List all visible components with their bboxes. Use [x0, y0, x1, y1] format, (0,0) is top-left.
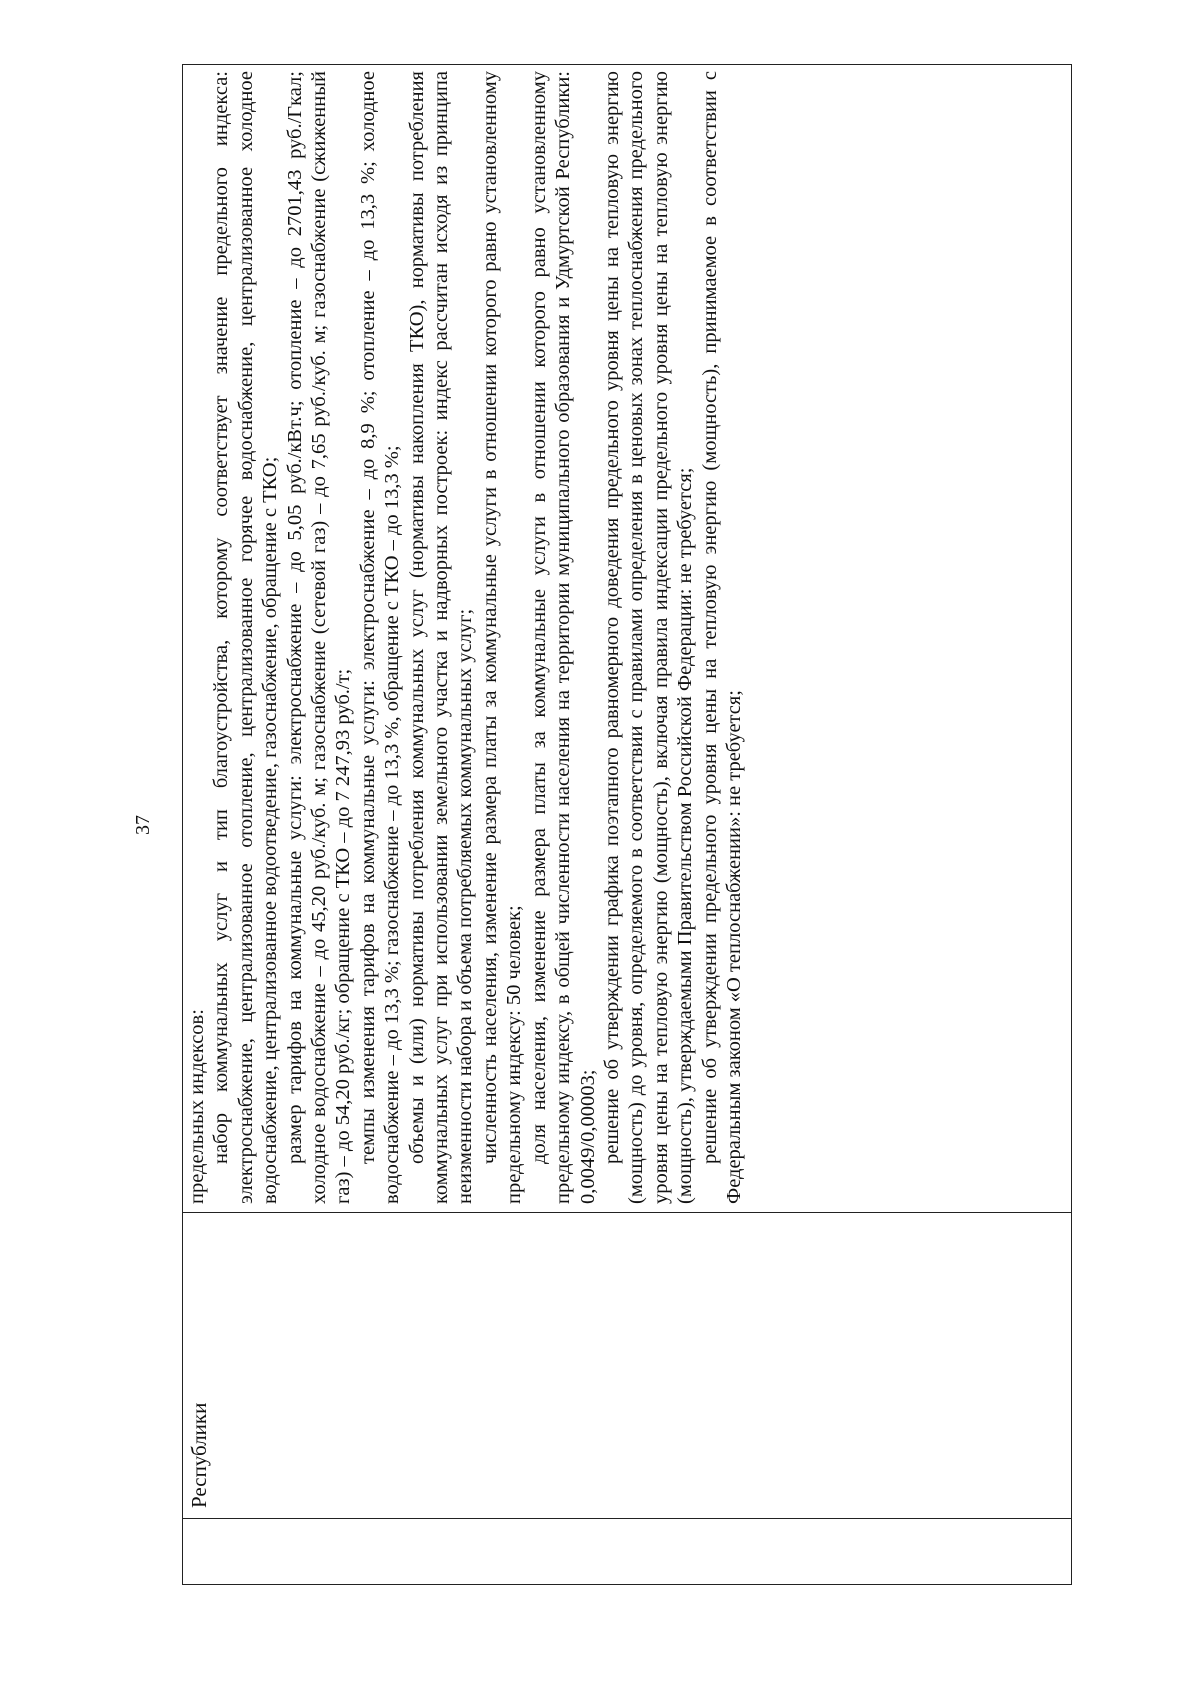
- paragraph: объемы и (или) нормативы потребления коммунальных услуг (нормативы накопления ТКО), нормативы потребления коммунальных услуг при использовании земельного участка и надворных построек: индекс рассчитан исходя из принципа неизменности набора и объема потребляемых коммунальных услуг;: [405, 71, 477, 1204]
- content-text: [183, 65, 746, 1212]
- paragraph: доля населения, изменение размера платы за коммунальные услуги в отношении которого равно установленному предельному индексу, в общей численности населения на территории муниципального образования и Удмуртской Республики: 0,0049/0,00003;: [527, 71, 599, 1204]
- paragraph: численность населения, изменение размера платы за коммунальные услуги в отношении которого равно установленному предельному индексу: 50 человек;: [478, 71, 526, 1204]
- table-cell-number: [183, 1519, 1072, 1585]
- document-table: [182, 64, 1072, 1585]
- table-row: [183, 65, 1072, 1585]
- paragraph: размер тарифов на коммунальные услуги: электроснабжение – до 5,05 руб./кВт.ч; отопление – до 2701,43 руб./Гкал; холодное водоснабжение – до 45,20 руб./куб. м; газоснабжение (сетевой газ) – до 7,65 руб./куб. м; газоснабжение (сжиженный газ) – до 54,20 руб./кг; обращение с ТКО – до 7 247,93 руб./т;: [283, 71, 355, 1204]
- paragraph: темпы изменения тарифов на коммунальные услуги: электроснабжение – до 8,9 %; отопление – до 13,3 %; холодное водоснабжение – до 13,3 %; газоснабжение – до 13,3 %, обращение с ТКО – до 13,3 %;: [356, 71, 404, 1204]
- table-cell-content: [183, 65, 1072, 1213]
- paragraph: предельных индексов:: [186, 1009, 208, 1204]
- paragraph: решение об утверждении предельного уровня цены на тепловую энергию (мощность), принимаемое в соответствии с Федеральным законом «О теплоснабжении»: не требуется;: [698, 71, 745, 1204]
- rotated-page: [120, 65, 1080, 1585]
- page-number: 37: [132, 815, 154, 835]
- paragraph: набор коммунальных услуг и тип благоустройства, которому соответствует значение предельного индекса: электроснабжение, централизованное отопление, централизованное горячее водоснабжение, централизованное холодное водоснабжение, централизованное водоотведение, газоснабжение, обращение с ТКО;: [210, 71, 282, 1204]
- region-name: Республики: [187, 1402, 211, 1508]
- paragraph: решение об утверждении графика поэтапного равномерного доведения предельного уровня цены на тепловую энергию (мощность) до уровня, определяемого в соответствии с правилами определения в ценовых зонах теплоснабжения предельного уровня цены на тепловую энергию (мощность), включая правила индексации предельного уровня цены на тепловую энергию (мощность), утверждаемыми Правительством Российской Федерации: не требуется;: [600, 71, 697, 1204]
- table-cell-region: [183, 1213, 1072, 1519]
